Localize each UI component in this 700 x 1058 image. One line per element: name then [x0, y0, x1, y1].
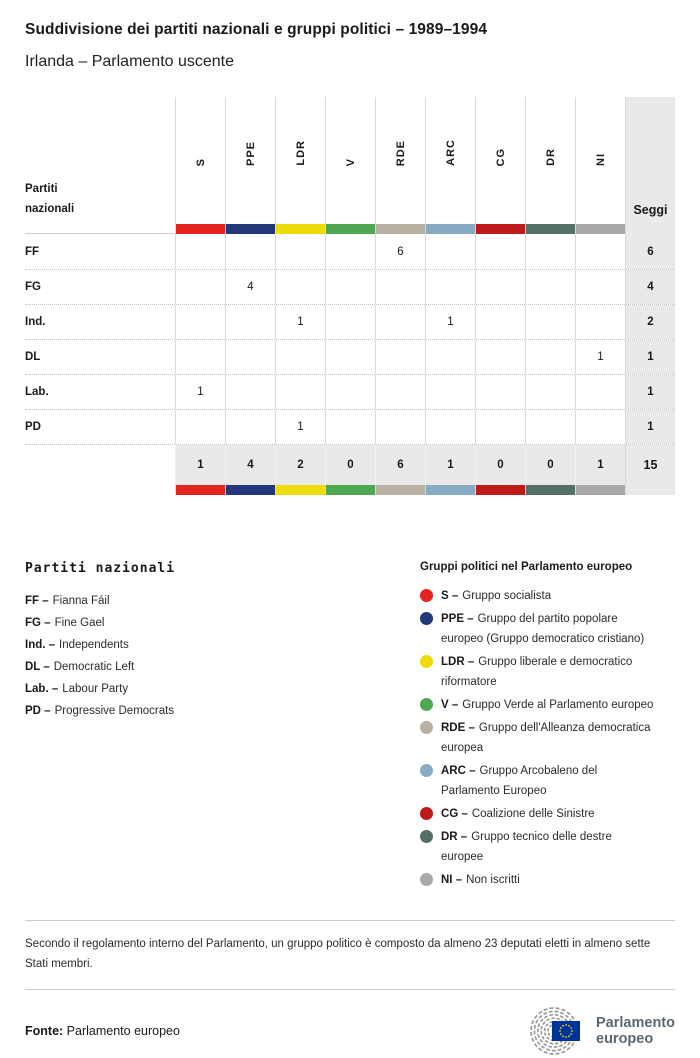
table-cell	[525, 410, 575, 444]
table-cell	[475, 305, 525, 339]
total-cell-RDE: 6	[375, 445, 425, 485]
col-header-LDR: LDR	[275, 97, 325, 224]
party-label: DL	[25, 351, 41, 363]
legend-group-item: DR – Gruppo tecnico delle destre europee	[420, 827, 675, 867]
color-swatch-NI	[575, 485, 625, 495]
table-cell	[325, 340, 375, 374]
color-swatch-V	[325, 224, 375, 234]
total-cell-LDR: 2	[275, 445, 325, 485]
table-cell	[525, 305, 575, 339]
table-cell	[425, 375, 475, 409]
table-cell	[475, 270, 525, 304]
party-label: FG	[25, 281, 41, 293]
table-cell	[225, 305, 275, 339]
legend-party-item: Lab. – Labour Party	[25, 683, 129, 695]
table-cell	[425, 270, 475, 304]
footnote-text: Secondo il regolamento interno del Parlamento, un gruppo politico è composto da almeno 23 deputati eletti in almeno sette Stati membri.	[25, 938, 651, 970]
color-swatch-DR	[525, 224, 575, 234]
table-cell: 1	[425, 305, 475, 339]
source-row	[25, 1004, 675, 1058]
legend-group-item: S – Gruppo socialista	[420, 586, 675, 606]
col-header-RDE: RDE	[375, 97, 425, 224]
table-cell	[375, 340, 425, 374]
table-cell	[275, 234, 325, 269]
table-cell	[375, 410, 425, 444]
group-color-dot	[420, 873, 433, 886]
table-cell	[525, 375, 575, 409]
table-cell	[475, 375, 525, 409]
col-header-V: V	[325, 97, 375, 224]
legend-group-item: NI – Non iscritti	[420, 870, 675, 890]
color-swatch-RDE	[375, 224, 425, 234]
party-label: Ind.	[25, 316, 46, 328]
seats-cell: 1	[625, 410, 675, 444]
total-cell-V: 0	[325, 445, 375, 485]
group-color-bar-top	[25, 224, 675, 234]
table-row-DL	[25, 339, 675, 374]
table-cell: 1	[175, 375, 225, 409]
party-label: Lab.	[25, 386, 49, 398]
total-cell-PPE: 4	[225, 445, 275, 485]
table-cell	[525, 340, 575, 374]
total-cell-DR: 0	[525, 445, 575, 485]
legend-political-groups	[420, 561, 675, 893]
page-title: Suddivisione dei partiti nazionali e gruppi politici – 1989–1994	[25, 21, 488, 38]
col-header-NI: NI	[575, 97, 625, 224]
table-cell	[325, 270, 375, 304]
legend-party-item: PD – Progressive Democrats	[25, 705, 175, 717]
legend-group-item: PPE – Gruppo del partito popolare europeo (Gruppo democratico cristiano)	[420, 609, 675, 649]
table-cell	[325, 305, 375, 339]
table-cell: 1	[575, 340, 625, 374]
color-swatch-ARC	[425, 485, 475, 495]
group-color-dot	[420, 807, 433, 820]
legend-party-item: FF – Fianna Fáil	[25, 595, 110, 607]
table-totals-row	[25, 444, 675, 485]
table-cell	[175, 410, 225, 444]
legend-group-item: V – Gruppo Verde al Parlamento europeo	[420, 695, 675, 715]
table-cell	[425, 410, 475, 444]
color-swatch-ARC	[425, 224, 475, 234]
total-cell-S: 1	[175, 445, 225, 485]
source-text: Parlamento europeo	[66, 1024, 180, 1038]
legend-groups-heading: Gruppi politici nel Parlamento europeo	[420, 561, 633, 573]
table-cell	[275, 270, 325, 304]
legend-party-item: FG – Fine Gael	[25, 617, 105, 629]
table-cell	[475, 340, 525, 374]
table-cell	[575, 375, 625, 409]
table-cell: 4	[225, 270, 275, 304]
bar-spacer	[25, 485, 175, 495]
total-cell-CG: 0	[475, 445, 525, 485]
table-cell	[175, 234, 225, 269]
color-swatch-LDR	[275, 224, 325, 234]
seats-cell: 4	[625, 270, 675, 304]
group-color-dot	[420, 764, 433, 777]
table-row-FG	[25, 269, 675, 304]
table-cell	[525, 270, 575, 304]
col-header-DR: DR	[525, 97, 575, 224]
table-cell	[525, 234, 575, 269]
seats-table	[25, 97, 675, 495]
legend-party-item: DL – Democratic Left	[25, 661, 135, 673]
bar-seats-spacer	[625, 224, 675, 234]
table-cell	[225, 375, 275, 409]
table-cell	[275, 340, 325, 374]
col-header-ARC: ARC	[425, 97, 475, 224]
table-cell	[275, 375, 325, 409]
table-header-row	[25, 97, 675, 224]
table-cell	[375, 305, 425, 339]
table-row-Lab	[25, 374, 675, 409]
table-cell	[325, 234, 375, 269]
color-swatch-V	[325, 485, 375, 495]
table-cell	[225, 234, 275, 269]
table-cell	[575, 270, 625, 304]
bar-seats-spacer	[625, 485, 675, 495]
color-swatch-CG	[475, 485, 525, 495]
group-color-bar-bottom	[25, 485, 675, 495]
page-subtitle: Irlanda – Parlamento uscente	[25, 53, 235, 70]
table-cell: 1	[275, 410, 325, 444]
group-color-dot	[420, 612, 433, 625]
legend-group-item: CG – Coalizione delle Sinistre	[420, 804, 675, 824]
legend-national-parties	[25, 561, 420, 893]
table-cell	[475, 410, 525, 444]
col-header-seats: Seggi	[625, 97, 675, 224]
table-cell: 1	[275, 305, 325, 339]
legend-group-item: LDR – Gruppo liberale e democratico riformatore	[420, 652, 675, 692]
group-color-dot	[420, 830, 433, 843]
row-header-label: Partiti nazionali	[25, 183, 75, 215]
bar-spacer	[25, 224, 175, 234]
table-cell	[375, 270, 425, 304]
table-cell	[225, 340, 275, 374]
table-row-FF	[25, 234, 675, 269]
party-label: FF	[25, 245, 40, 258]
total-cell-NI: 1	[575, 445, 625, 485]
color-swatch-S	[175, 224, 225, 234]
group-color-dot	[420, 655, 433, 668]
hemicycle-eu-flag-icon	[526, 1004, 588, 1058]
table-cell: 6	[375, 234, 425, 269]
party-label: PD	[25, 421, 41, 433]
footnote-section	[25, 920, 675, 990]
table-row-Ind	[25, 304, 675, 339]
logo-wordmark: Parlamento europeo	[596, 1014, 675, 1047]
group-color-dot	[420, 698, 433, 711]
color-swatch-PPE	[225, 485, 275, 495]
table-row-PD	[25, 409, 675, 444]
color-swatch-LDR	[275, 485, 325, 495]
table-cell	[425, 234, 475, 269]
color-swatch-S	[175, 485, 225, 495]
table-cell	[325, 375, 375, 409]
source-line	[25, 1024, 180, 1038]
table-cell	[175, 270, 225, 304]
legend-parties-heading: Partiti nazionali	[25, 561, 176, 576]
color-swatch-DR	[525, 485, 575, 495]
group-color-dot	[420, 589, 433, 602]
seats-cell: 1	[625, 340, 675, 374]
col-header-S: S	[175, 97, 225, 224]
col-header-CG: CG	[475, 97, 525, 224]
legend-group-item: RDE – Gruppo dell'Alleanza democratica europea	[420, 718, 675, 758]
seats-cell: 1	[625, 375, 675, 409]
color-swatch-NI	[575, 224, 625, 234]
source-label: Fonte:	[25, 1024, 64, 1038]
legends	[25, 561, 675, 893]
table-cell	[175, 305, 225, 339]
total-cell-ARC: 1	[425, 445, 475, 485]
table-cell	[225, 410, 275, 444]
col-header-PPE: PPE	[225, 97, 275, 224]
table-cell	[175, 340, 225, 374]
table-cell	[575, 234, 625, 269]
color-swatch-CG	[475, 224, 525, 234]
legend-group-item: ARC – Gruppo Arcobaleno del Parlamento Europeo	[420, 761, 675, 801]
table-cell	[475, 234, 525, 269]
table-cell	[375, 375, 425, 409]
seats-cell: 2	[625, 305, 675, 339]
group-color-dot	[420, 721, 433, 734]
table-cell	[575, 305, 625, 339]
color-swatch-RDE	[375, 485, 425, 495]
total-seats-cell: 15	[625, 445, 675, 485]
color-swatch-PPE	[225, 224, 275, 234]
table-cell	[425, 340, 475, 374]
table-cell	[575, 410, 625, 444]
european-parliament-logo	[526, 1004, 675, 1058]
table-cell	[325, 410, 375, 444]
legend-party-item: Ind. – Independents	[25, 639, 129, 651]
seats-cell: 6	[625, 234, 675, 269]
